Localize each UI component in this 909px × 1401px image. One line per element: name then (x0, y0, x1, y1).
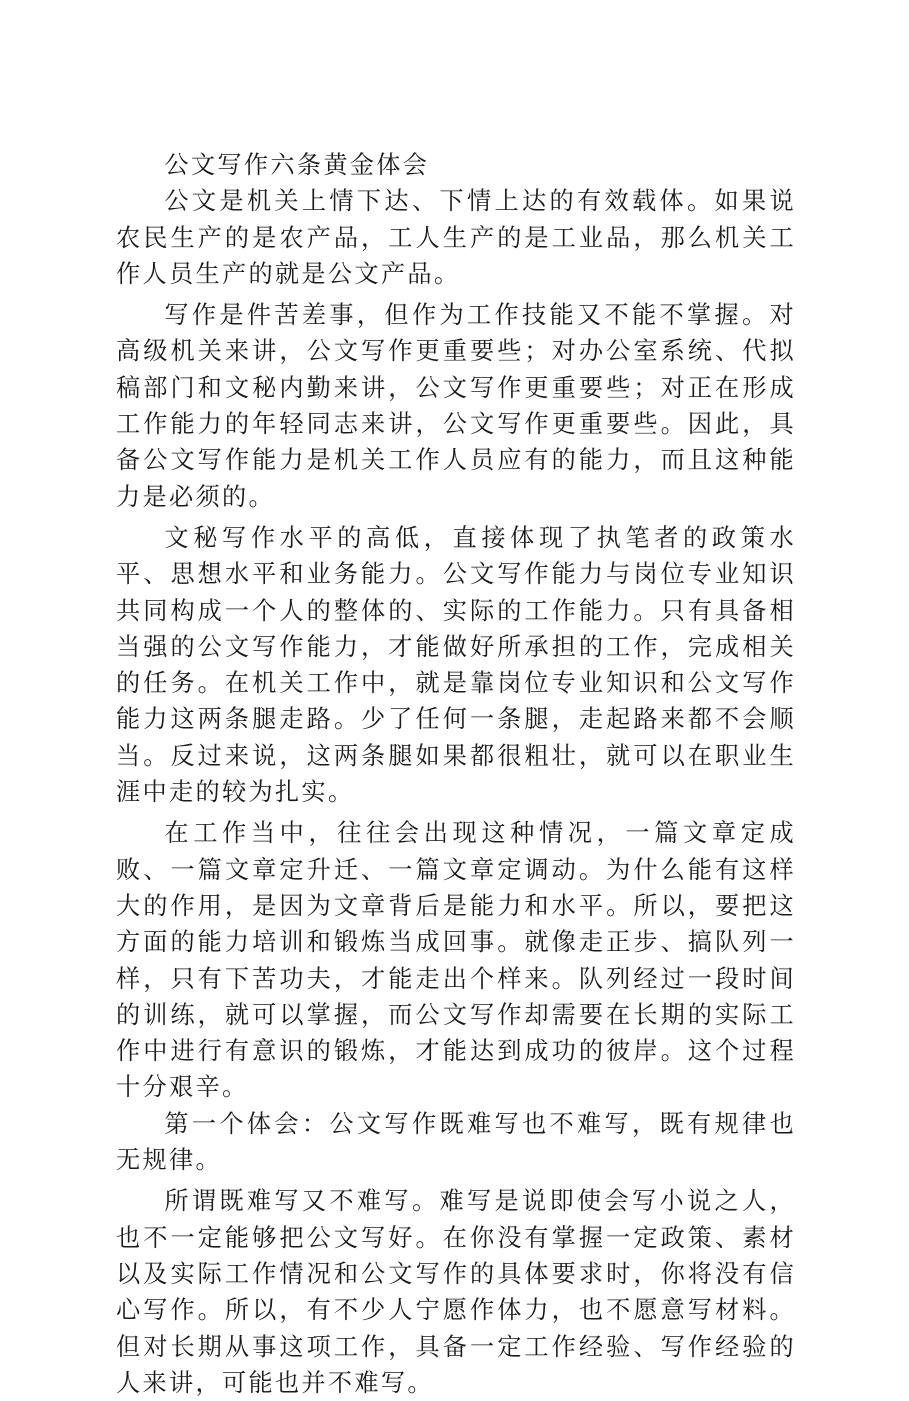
paragraph-writing-level: 文秘写作水平的高低，直接体现了执笔者的政策水平、思想水平和业务能力。公文写作能力与岗位专业知识共同构成一个人的整体的、实际的工作能力。只有具备相当强的公文写作能力，才能做好所承担的工作，完成相关的任务。在机关工作中，就是靠岗位专业知识和公文写作能力这两条腿走路。少了任何一条腿，走起路来都不会顺当。反过来说，这两条腿如果都很粗壮，就可以在职业生涯中走的较为扎实。 (116, 523, 796, 807)
paragraph-intro: 公文是机关上情下达、下情上达的有效载体。如果说农民生产的是农产品，工人生产的是工业品，那么机关工作人员生产的就是公文产品。 (116, 187, 796, 288)
paragraph-writing-skill: 写作是件苦差事，但作为工作技能又不能不掌握。对高级机关来讲，公文写作更重要些；对办公室系统、代拟稿部门和文秘内勤来讲，公文写作更重要些；对正在形成工作能力的年轻同志来讲，公文写作更重要些。因此，具备公文写作能力是机关工作人员应有的能力，而且这种能力是必须的。 (116, 301, 796, 511)
document-body (116, 147, 796, 1401)
paragraph-work-situation: 在工作当中，往往会出现这种情况，一篇文章定成败、一篇文章定升迁、一篇文章定调动。为什么能有这样大的作用，是因为文章背后是能力和水平。所以，要把这方面的能力培训和锻炼当成回事。就像走正步、搞队列一样，只有下苦功夫，才能走出个样来。队列经过一段时间的训练，就可以掌握，而公文写作却需要在长期的实际工作中进行有意识的锻炼，才能达到成功的彼岸。这个过程十分艰辛。 (116, 819, 796, 1102)
paragraph-first-insight-body: 所谓既难写又不难写。难写是说即使会写小说之人，也不一定能够把公文写好。在你没有掌握一定政策、素材以及实际工作情况和公文写作的具体要求时，你将没有信心写作。所以，有不少人宁愿作体力，也不愿意写材料。但对长期从事这项工作，具备一定工作经验、写作经验的人来讲，可能也并不难写。 (116, 1187, 796, 1397)
paragraph-first-insight-heading: 第一个体会：公文写作既难写也不难写，既有规律也无规律。 (116, 1109, 796, 1175)
document-title: 公文写作六条黄金体会 (164, 151, 430, 179)
